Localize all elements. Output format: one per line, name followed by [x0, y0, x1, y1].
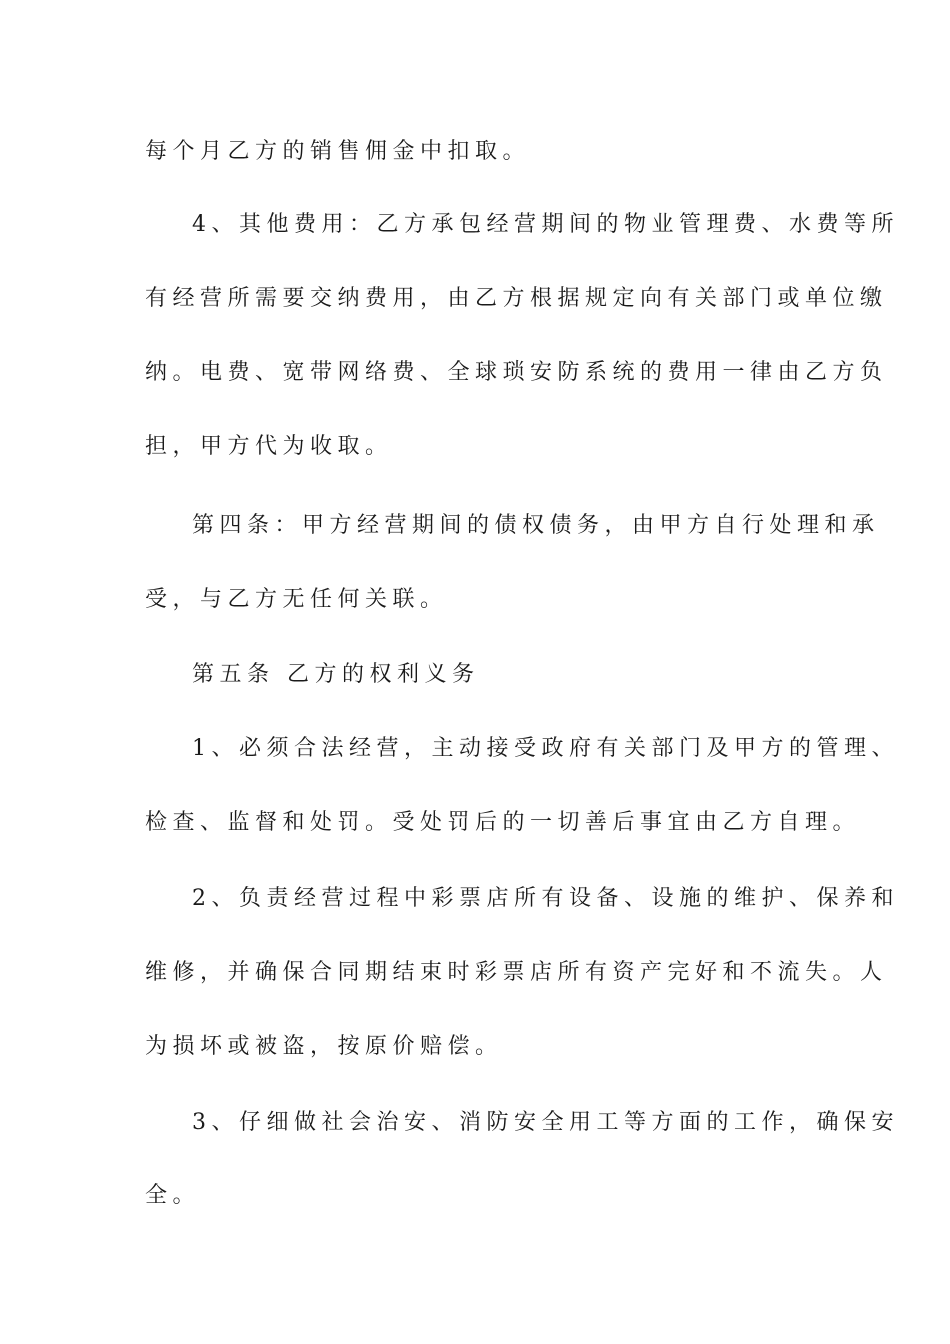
paragraph-line: 有经营所需要交纳费用，由乙方根据规定向有关部门或单位缴 [145, 286, 888, 311]
paragraph-line: 为损坏或被盗，按原价赔偿。 [145, 1034, 503, 1059]
paragraph-line: 1、必须合法经营，主动接受政府有关部门及甲方的管理、 [192, 736, 899, 761]
paragraph-line: 4、其他费用：乙方承包经营期间的物业管理费、水费等所 [192, 212, 899, 237]
paragraph-line: 担，甲方代为收取。 [145, 434, 393, 459]
paragraph-line: 全。 [145, 1183, 201, 1208]
paragraph-line: 受，与乙方无任何关联。 [145, 587, 448, 612]
paragraph-line: 维修，并确保合同期结束时彩票店所有资产完好和不流失。人 [145, 960, 888, 985]
paragraph-line: 第四条：甲方经营期间的债权债务，由甲方自行处理和承 [192, 513, 880, 538]
paragraph-line: 2、负责经营过程中彩票店所有设备、设施的维护、保养和 [192, 886, 899, 911]
paragraph-line: 3、仔细做社会治安、消防安全用工等方面的工作，确保安 [192, 1110, 899, 1135]
paragraph-line: 检查、监督和处罚。受处罚后的一切善后事宜由乙方自理。 [145, 810, 861, 835]
paragraph-line: 纳。电费、宽带网络费、全球琐安防系统的费用一律由乙方负 [145, 360, 888, 385]
section-heading: 第五条 乙方的权利义务 [192, 662, 480, 687]
paragraph-line: 每个月乙方的销售佣金中扣取。 [145, 139, 531, 164]
